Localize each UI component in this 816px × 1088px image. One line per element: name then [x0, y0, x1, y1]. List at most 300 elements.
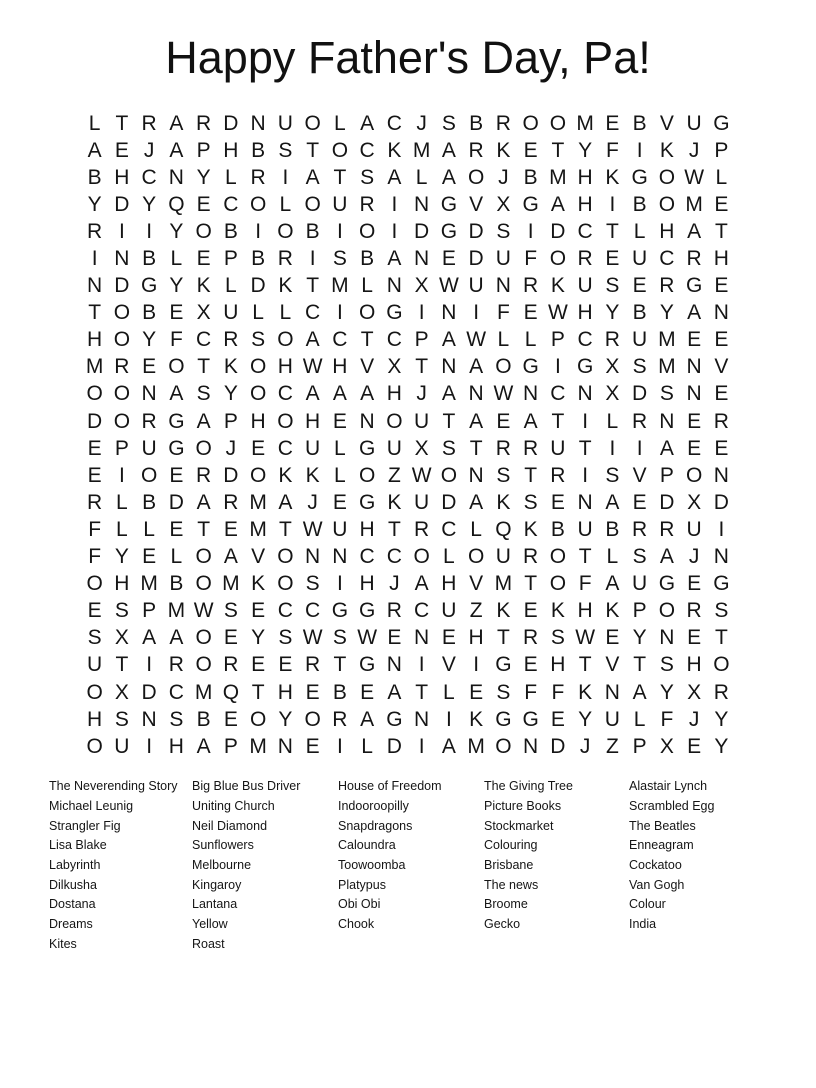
grid-letter: U [141, 436, 157, 460]
grid-letter: I [91, 247, 98, 271]
grid-letter: H [87, 707, 103, 731]
grid-letter: A [469, 409, 484, 433]
grid-letter: P [142, 599, 157, 623]
grid-letter: T [115, 111, 129, 135]
grid-letter: E [87, 599, 102, 623]
word-list [49, 777, 816, 954]
grid-letter: G [522, 707, 539, 731]
grid-letter: J [688, 138, 700, 162]
grid-letter: A [659, 436, 674, 460]
grid-letter: I [146, 219, 153, 243]
grid-letter: E [687, 436, 702, 460]
grid-letter: U [441, 599, 457, 623]
word-list-item: Alastair Lynch [629, 779, 708, 794]
grid-letter: R [604, 328, 620, 352]
grid-letter: R [359, 192, 375, 216]
grid-letter: R [468, 138, 484, 162]
grid-letter: G [631, 165, 648, 189]
grid-letter: O [277, 328, 294, 352]
grid-letter: K [496, 138, 511, 162]
grid-letter: S [114, 707, 129, 731]
word-list-item: Colouring [484, 838, 538, 853]
grid-letter: B [360, 247, 375, 271]
grid-letter: S [114, 599, 129, 623]
grid-letter: R [686, 599, 702, 623]
word-list-item: Platypus [338, 877, 386, 892]
grid-letter: Y [659, 680, 674, 704]
grid-letter: L [715, 165, 728, 189]
grid-letter: F [578, 572, 592, 596]
grid-letter: L [443, 680, 455, 704]
grid-letter: F [496, 301, 510, 325]
grid-letter: N [713, 301, 729, 325]
grid-letter: O [195, 572, 212, 596]
grid-letter: R [277, 247, 293, 271]
grid-letter: D [468, 219, 484, 243]
grid-letter: D [250, 274, 266, 298]
grid-letter: T [306, 138, 320, 162]
grid-letter: L [334, 436, 346, 460]
grid-letter: E [687, 328, 702, 352]
grid-letter: N [414, 192, 430, 216]
grid-letter: S [332, 247, 347, 271]
grid-letter: R [386, 599, 402, 623]
grid-letter: O [549, 572, 567, 596]
page-title: Happy Father's Day, Pa! [165, 32, 651, 83]
grid-letter: A [332, 382, 347, 406]
word-list-item: Broome [484, 897, 528, 912]
grid-letter: R [414, 517, 430, 541]
grid-letter: S [360, 165, 375, 189]
grid-letter: U [305, 436, 321, 460]
grid-letter: K [305, 463, 320, 487]
grid-letter: L [415, 165, 428, 189]
grid-letter: N [277, 734, 293, 758]
grid-letter: U [277, 111, 293, 135]
grid-letter: Y [251, 626, 266, 650]
grid-letter: A [387, 165, 402, 189]
grid-letter: E [714, 436, 729, 460]
grid-letter: G [713, 572, 730, 596]
grid-letter: K [659, 138, 674, 162]
grid-letter: R [713, 409, 729, 433]
grid-letter: C [305, 301, 321, 325]
grid-letter: P [632, 734, 647, 758]
grid-letter: X [687, 490, 702, 514]
grid-letter: H [441, 572, 457, 596]
grid-letter: O [249, 707, 267, 731]
grid-letter: R [196, 463, 212, 487]
grid-letter: G [495, 707, 512, 731]
grid-letter: W [438, 274, 459, 298]
grid-letter: E [441, 626, 456, 650]
grid-letter: G [440, 219, 458, 243]
grid-letter: O [249, 355, 267, 379]
grid-letter: G [358, 490, 376, 514]
grid-letter: C [359, 545, 375, 569]
grid-letter: O [195, 545, 212, 569]
grid-letter: E [550, 490, 565, 514]
grid-letter: E [87, 463, 102, 487]
grid-letter: E [632, 274, 647, 298]
grid-letter: U [577, 517, 593, 541]
grid-letter: E [523, 599, 538, 623]
grid-letter: V [605, 653, 620, 677]
grid-letter: T [360, 328, 374, 352]
grid-letter: U [87, 653, 103, 677]
grid-letter: A [387, 247, 402, 271]
grid-letter: T [88, 301, 102, 325]
grid-letter: R [523, 436, 539, 460]
grid-letter: S [632, 355, 647, 379]
word-list-item: The news [484, 877, 539, 892]
grid-letter: B [142, 301, 157, 325]
grid-letter: L [143, 517, 155, 541]
grid-letter: I [146, 653, 153, 677]
grid-letter: H [250, 409, 266, 433]
grid-letter: R [141, 409, 157, 433]
grid-letter: P [659, 463, 674, 487]
grid-letter: U [495, 545, 511, 569]
grid-letter: P [223, 247, 238, 271]
grid-letter: S [496, 463, 511, 487]
grid-letter: U [632, 247, 648, 271]
grid-letter: T [442, 409, 456, 433]
grid-letter: U [332, 192, 348, 216]
grid-letter: A [441, 138, 456, 162]
grid-letter: Y [659, 301, 674, 325]
grid-letter: E [169, 517, 184, 541]
grid-letter: U [686, 517, 702, 541]
grid-letter: C [441, 517, 457, 541]
grid-letter: R [523, 545, 539, 569]
grid-letter: B [550, 517, 565, 541]
grid-letter: T [197, 355, 211, 379]
grid-letter: E [251, 599, 266, 623]
grid-letter: S [496, 219, 511, 243]
grid-letter: S [714, 599, 729, 623]
grid-letter: A [441, 382, 456, 406]
grid-letter: E [605, 247, 620, 271]
grid-letter: B [523, 165, 538, 189]
grid-letter: Q [495, 517, 512, 541]
grid-letter: A [305, 382, 320, 406]
grid-letter: T [415, 355, 429, 379]
grid-letter: G [140, 274, 158, 298]
grid-letter: N [441, 355, 457, 379]
grid-letter: U [468, 274, 484, 298]
grid-letter: J [688, 545, 700, 569]
grid-letter: U [577, 274, 593, 298]
grid-letter: A [441, 165, 456, 189]
grid-letter: E [714, 192, 729, 216]
word-list-item: Michael Leunig [49, 798, 134, 813]
grid-letter: R [87, 490, 103, 514]
grid-letter: O [277, 409, 294, 433]
grid-letter: O [195, 653, 212, 677]
grid-letter: R [141, 111, 157, 135]
grid-letter: N [495, 274, 511, 298]
grid-letter: X [496, 192, 511, 216]
grid-letter: K [496, 599, 511, 623]
grid-letter: H [332, 355, 348, 379]
word-list-item: Labyrinth [49, 858, 101, 873]
grid-letter: U [223, 301, 239, 325]
grid-letter: L [633, 707, 646, 731]
grid-letter: V [360, 355, 375, 379]
grid-letter: T [278, 517, 292, 541]
grid-letter: B [305, 219, 320, 243]
grid-letter: O [249, 192, 267, 216]
word-list-item: Obi Obi [338, 897, 381, 912]
grid-letter: M [167, 599, 186, 623]
grid-letter: Q [168, 192, 185, 216]
grid-letter: H [686, 653, 702, 677]
word-list-item: Dilkusha [49, 877, 97, 892]
grid-letter: P [223, 734, 238, 758]
grid-letter: O [358, 463, 376, 487]
grid-letter: B [469, 111, 484, 135]
grid-letter: I [418, 734, 425, 758]
grid-letter: O [304, 192, 321, 216]
grid-letter: R [223, 328, 239, 352]
grid-letter: E [251, 653, 266, 677]
grid-letter: N [386, 274, 402, 298]
grid-letter: V [441, 653, 456, 677]
grid-letter: U [604, 707, 620, 731]
grid-letter: T [578, 545, 592, 569]
grid-letter: K [605, 599, 620, 623]
grid-letter: B [196, 707, 211, 731]
grid-letter: Z [387, 463, 401, 487]
grid-letter: A [550, 192, 565, 216]
grid-letter: E [441, 247, 456, 271]
grid-letter: X [196, 301, 211, 325]
grid-letter: M [249, 734, 267, 758]
grid-letter: Z [469, 599, 483, 623]
grid-letter: I [582, 409, 589, 433]
grid-letter: R [114, 355, 130, 379]
grid-letter: O [86, 680, 103, 704]
grid-letter: R [659, 274, 675, 298]
grid-letter: G [168, 409, 185, 433]
grid-letter: N [686, 382, 702, 406]
grid-letter: C [141, 165, 157, 189]
word-list-item: House of Freedom [338, 779, 442, 794]
grid-letter: M [576, 111, 594, 135]
grid-letter: H [359, 572, 375, 596]
grid-letter: N [659, 626, 675, 650]
grid-letter: C [277, 382, 293, 406]
grid-letter: K [605, 165, 620, 189]
grid-letter: A [360, 111, 375, 135]
grid-letter: B [605, 517, 620, 541]
grid-letter: R [713, 680, 729, 704]
grid-letter: P [414, 328, 429, 352]
grid-letter: O [113, 382, 131, 406]
word-list-item: Van Gogh [629, 877, 685, 892]
grid-letter: O [549, 545, 567, 569]
grid-letter: A [523, 409, 538, 433]
grid-letter: A [387, 680, 402, 704]
grid-letter: D [141, 680, 157, 704]
grid-letter: E [469, 680, 484, 704]
grid-letter: J [307, 490, 318, 514]
grid-letter: H [577, 165, 593, 189]
grid-letter: L [497, 328, 510, 352]
grid-letter: G [168, 436, 185, 460]
grid-letter: A [196, 409, 211, 433]
grid-letter: E [687, 409, 702, 433]
grid-letter: N [577, 490, 593, 514]
grid-letter: M [140, 572, 158, 596]
grid-letter: T [551, 138, 565, 162]
grid-letter: N [441, 301, 457, 325]
word-list-item: Caloundra [338, 838, 396, 853]
grid-letter: M [194, 680, 213, 704]
word-list-item: Snapdragons [338, 818, 413, 833]
grid-letter: I [718, 517, 725, 541]
grid-letter: K [469, 707, 484, 731]
grid-letter: R [577, 247, 593, 271]
grid-letter: G [658, 572, 676, 596]
grid-letter: I [609, 192, 616, 216]
grid-letter: H [168, 734, 184, 758]
grid-letter: I [309, 247, 316, 271]
grid-letter: N [523, 734, 539, 758]
word-list-item: Uniting Church [192, 798, 275, 813]
word-list-item: Kingaroy [192, 877, 242, 892]
grid-letter: Y [142, 328, 157, 352]
grid-letter: L [225, 274, 237, 298]
grid-letter: C [386, 328, 402, 352]
grid-letter: E [223, 626, 238, 650]
grid-letter: Y [605, 301, 620, 325]
grid-letter: W [466, 328, 487, 352]
word-list-item: Kites [49, 936, 77, 951]
grid-letter: J [416, 382, 427, 406]
grid-letter: A [169, 382, 184, 406]
grid-letter: O [304, 111, 321, 135]
grid-letter: M [85, 355, 104, 379]
grid-letter: B [169, 572, 184, 596]
grid-letter: Y [223, 382, 238, 406]
grid-letter: L [470, 517, 482, 541]
grid-letter: I [336, 572, 343, 596]
grid-letter: B [332, 680, 347, 704]
grid-letter: O [658, 165, 676, 189]
grid-letter: N [577, 382, 593, 406]
grid-letter: F [605, 138, 619, 162]
grid-letter: R [223, 653, 239, 677]
grid-letter: R [632, 517, 648, 541]
grid-letter: Y [278, 707, 293, 731]
grid-letter: D [114, 274, 130, 298]
grid-letter: N [713, 545, 729, 569]
grid-letter: Y [169, 219, 184, 243]
grid-letter: A [169, 626, 184, 650]
grid-letter: D [414, 219, 430, 243]
grid-letter: A [469, 355, 484, 379]
word-list-item: Big Blue Bus Driver [192, 779, 301, 794]
grid-letter: S [659, 382, 674, 406]
grid-letter: Y [142, 192, 157, 216]
grid-letter: A [305, 165, 320, 189]
word-list-column [49, 777, 192, 954]
grid-letter: N [87, 274, 103, 298]
grid-letter: N [141, 382, 157, 406]
grid-letter: W [493, 382, 514, 406]
grid-letter: U [414, 409, 430, 433]
grid-letter: C [196, 328, 212, 352]
grid-letter: S [278, 138, 293, 162]
grid-letter: K [523, 517, 538, 541]
grid-letter: E [114, 138, 129, 162]
grid-letter: E [196, 247, 211, 271]
grid-letter: E [360, 680, 375, 704]
grid-letter: C [168, 680, 184, 704]
grid-letter: D [87, 409, 103, 433]
grid-letter: S [523, 490, 538, 514]
grid-letter: H [468, 626, 484, 650]
grid-letter: G [522, 192, 539, 216]
grid-letter: L [279, 301, 292, 325]
grid-letter: H [305, 409, 321, 433]
grid-letter: H [114, 165, 130, 189]
word-list-item: Melbourne [192, 858, 252, 873]
grid-letter: W [302, 355, 323, 379]
grid-letter: I [582, 463, 589, 487]
word-list-item: Picture Books [484, 798, 562, 813]
grid-letter: J [389, 572, 400, 596]
grid-letter: D [550, 219, 566, 243]
grid-letter: W [302, 517, 323, 541]
grid-letter: E [550, 707, 565, 731]
grid-letter: T [115, 653, 129, 677]
grid-letter: A [605, 572, 620, 596]
grid-letter: O [467, 545, 485, 569]
grid-letter: M [549, 165, 567, 189]
word-list-item: Sunflowers [192, 838, 254, 853]
grid-letter: T [333, 165, 347, 189]
grid-letter: E [87, 436, 102, 460]
grid-letter: L [88, 111, 101, 135]
grid-letter: C [305, 599, 321, 623]
grid-letter: L [170, 247, 183, 271]
grid-letter: E [387, 626, 402, 650]
grid-letter: B [632, 192, 647, 216]
grid-letter: R [168, 653, 184, 677]
word-list-item: The Neverending Story [49, 779, 178, 794]
grid-letter: D [550, 734, 566, 758]
grid-letter: H [277, 680, 293, 704]
grid-letter: K [496, 490, 511, 514]
grid-letter: O [113, 301, 131, 325]
grid-letter: K [387, 490, 402, 514]
grid-letter: N [168, 165, 184, 189]
word-list-item: India [629, 917, 657, 932]
grid-letter: I [391, 192, 398, 216]
grid-letter: E [523, 653, 538, 677]
grid-letter: E [332, 490, 347, 514]
grid-letter: A [687, 219, 702, 243]
grid-letter: R [659, 517, 675, 541]
grid-letter: H [223, 138, 239, 162]
grid-letter: R [223, 490, 239, 514]
grid-letter: J [498, 165, 509, 189]
grid-letter: H [577, 599, 593, 623]
grid-letter: K [387, 138, 402, 162]
